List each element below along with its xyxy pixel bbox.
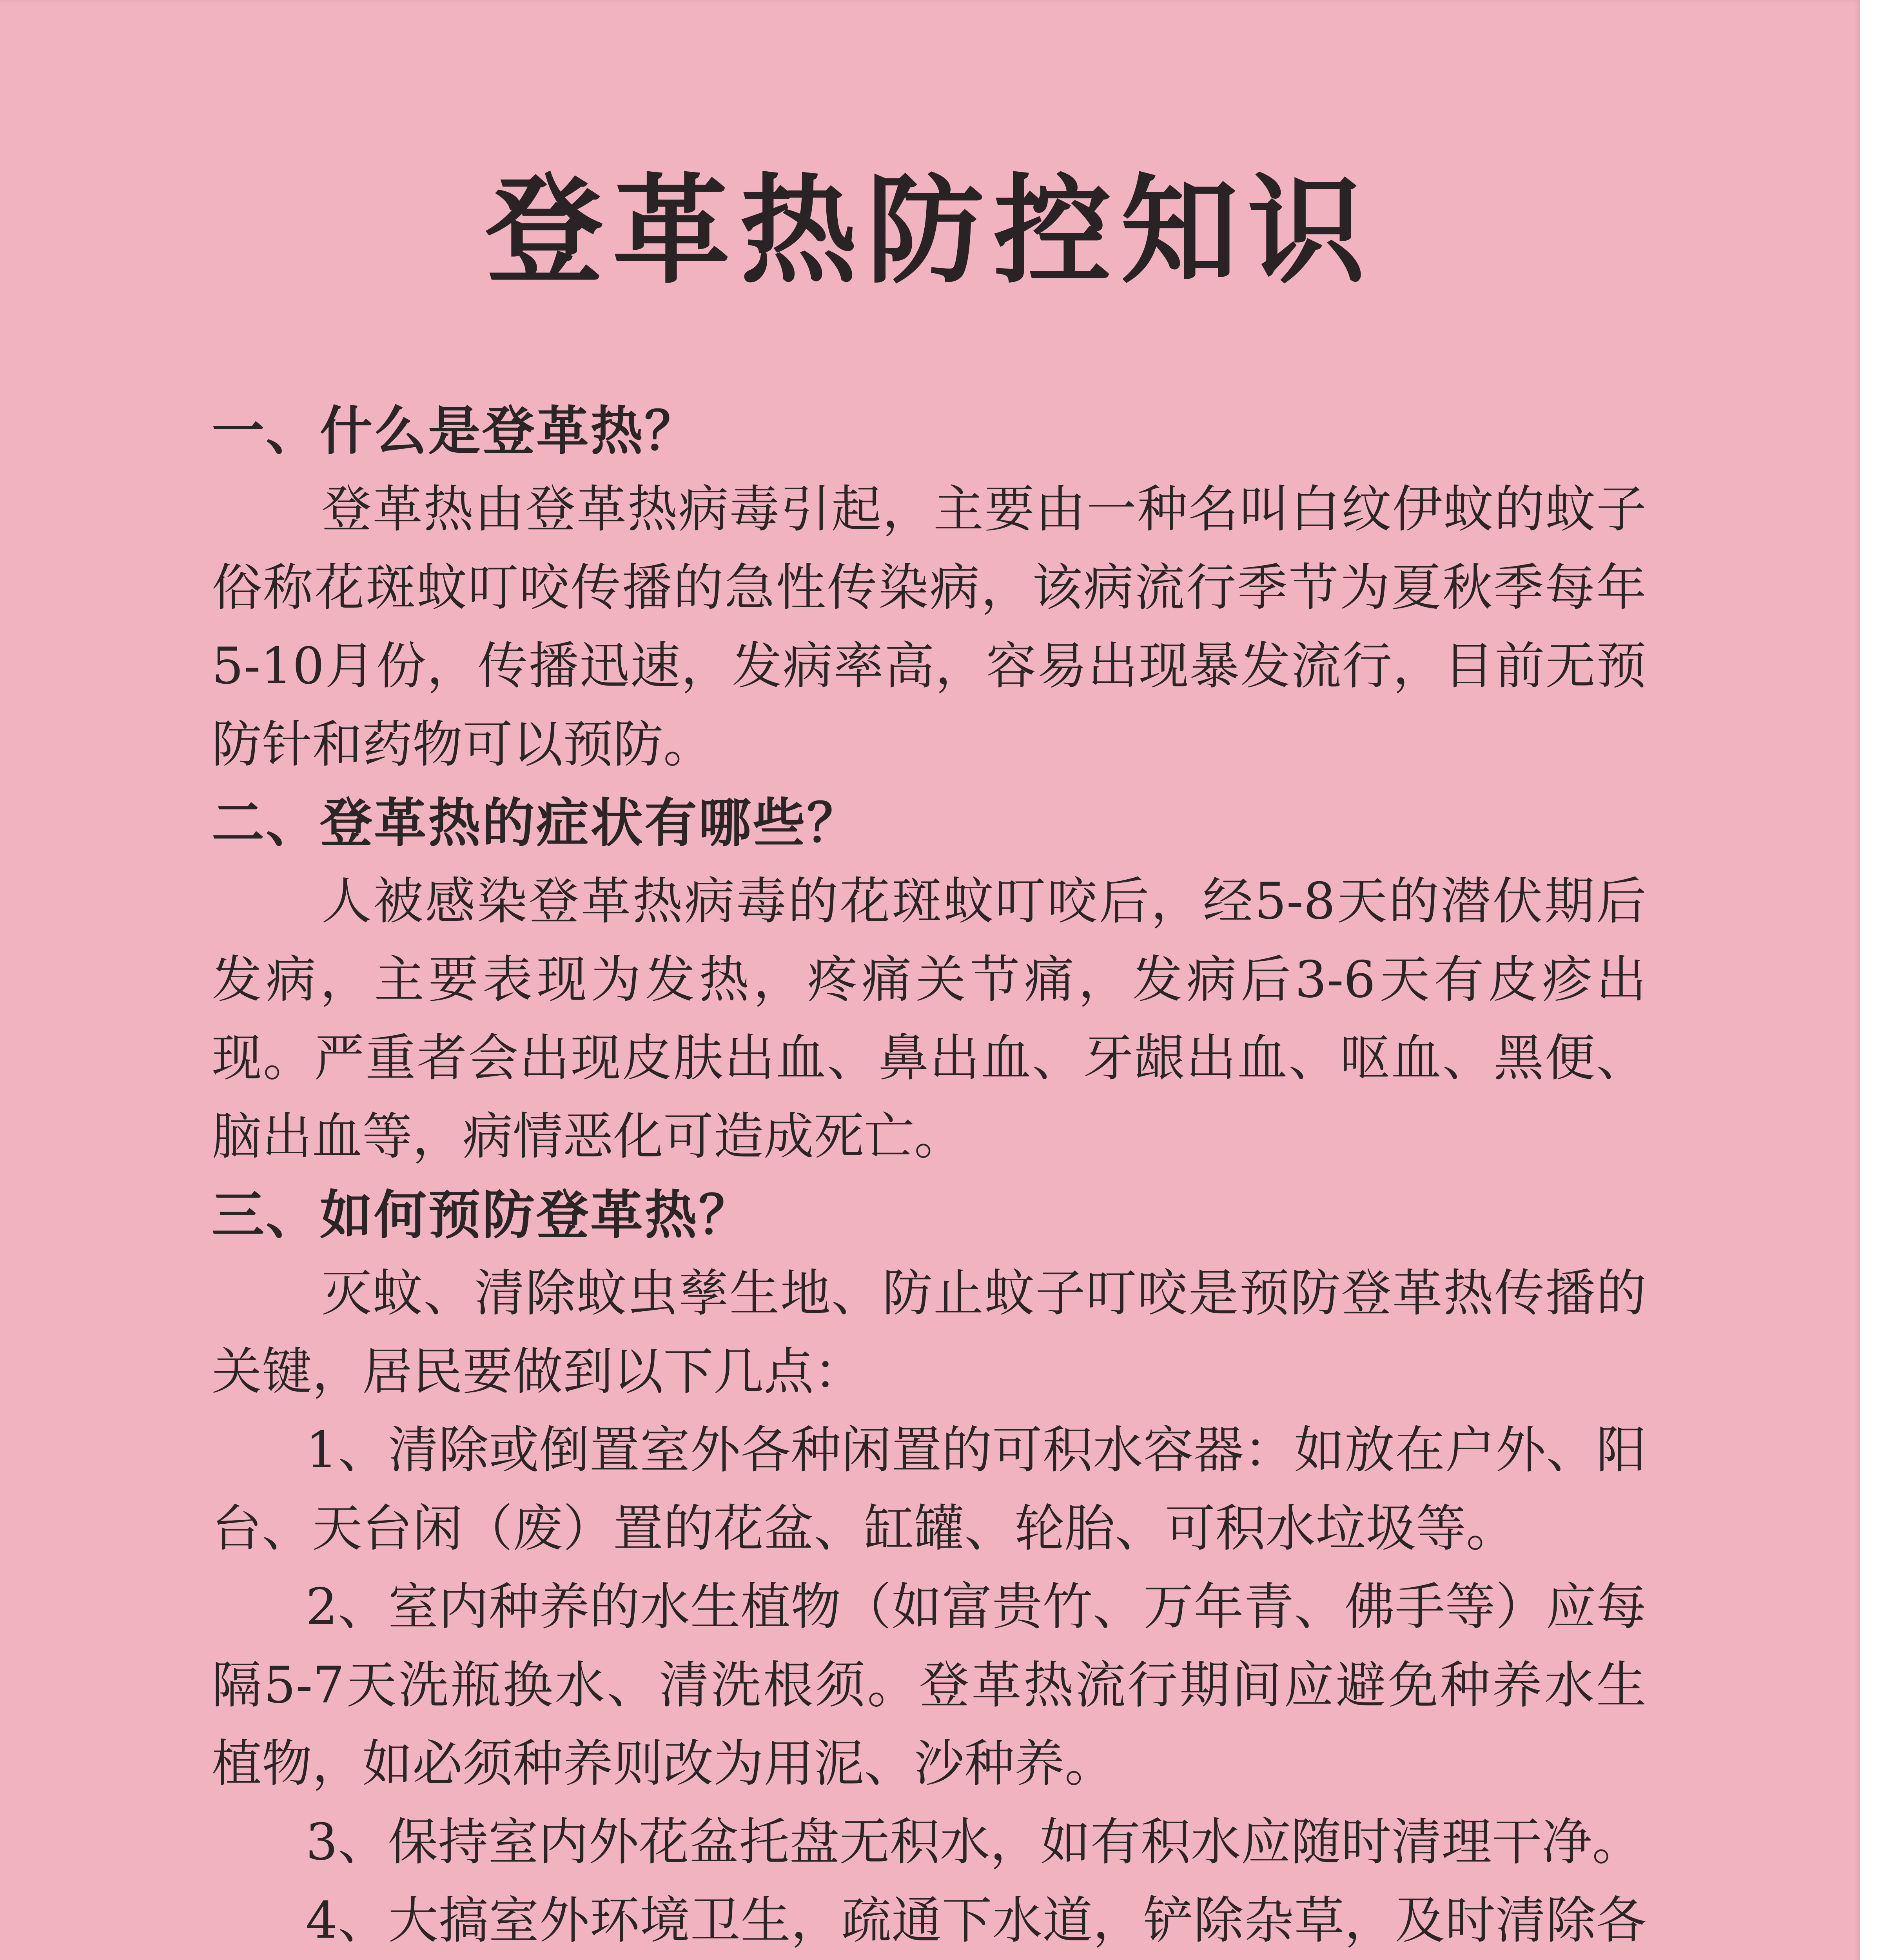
- prevention-item: 4、大搞室外环境卫生，疏通下水道，铲除杂草，及时清除各: [306, 1891, 1646, 1950]
- section-prevention: [212, 1176, 1646, 1960]
- notice-body: [212, 392, 1646, 1960]
- section-heading: 三、如何预防登革热？: [212, 1185, 753, 1246]
- section-paragraph: 登革热由登革热病毒引起，主要由一种名叫白纹伊蚊的蚊子俗称花斑蚊叮咬传播的急性传染病，该病流行季节为夏秋季每年5-10月份，传播迅速，发病率高，容易出现暴发流行，目前无预防针和药物可以预防。: [212, 480, 1646, 774]
- section-heading: 二、登革热的症状有哪些？: [212, 793, 861, 854]
- section-what-is-dengue: [212, 392, 1646, 784]
- section-symptoms: [212, 784, 1646, 1176]
- prevention-item: 1、清除或倒置室外各种闲置的可积水容器：如放在户外、阳台、天台闲（废）置的花盆、缸罐、轮胎、可积水垃圾等。: [212, 1421, 1646, 1558]
- prevention-item: 2、室内种养的水生植物（如富贵竹、万年青、佛手等）应每隔5-7天洗瓶换水、清洗根须。登革热流行期间应避免种养水生植物，如必须种养则改为用泥、沙种养。: [212, 1578, 1646, 1793]
- prevention-item: 3、保持室内外花盆托盘无积水，如有积水应随时清理干净。: [306, 1813, 1642, 1871]
- section-paragraph: 灭蚊、清除蚊虫孳生地、防止蚊子叮咬是预防登革热传播的关键，居民要做到以下几点：: [212, 1264, 1646, 1401]
- page-title: 登革热防控知识: [485, 163, 1375, 299]
- section-heading: 一、什么是登革热？: [212, 401, 699, 462]
- section-paragraph: 人被感染登革热病毒的花斑蚊叮咬后，经5-8天的潜伏期后发病，主要表现为发热，疼痛关节痛，发病后3-6天有皮疹出现。严重者会出现皮肤出血、鼻出血、牙龈出血、呕血、黑便、脑出血等，病情恶化可造成死亡。: [212, 872, 1646, 1166]
